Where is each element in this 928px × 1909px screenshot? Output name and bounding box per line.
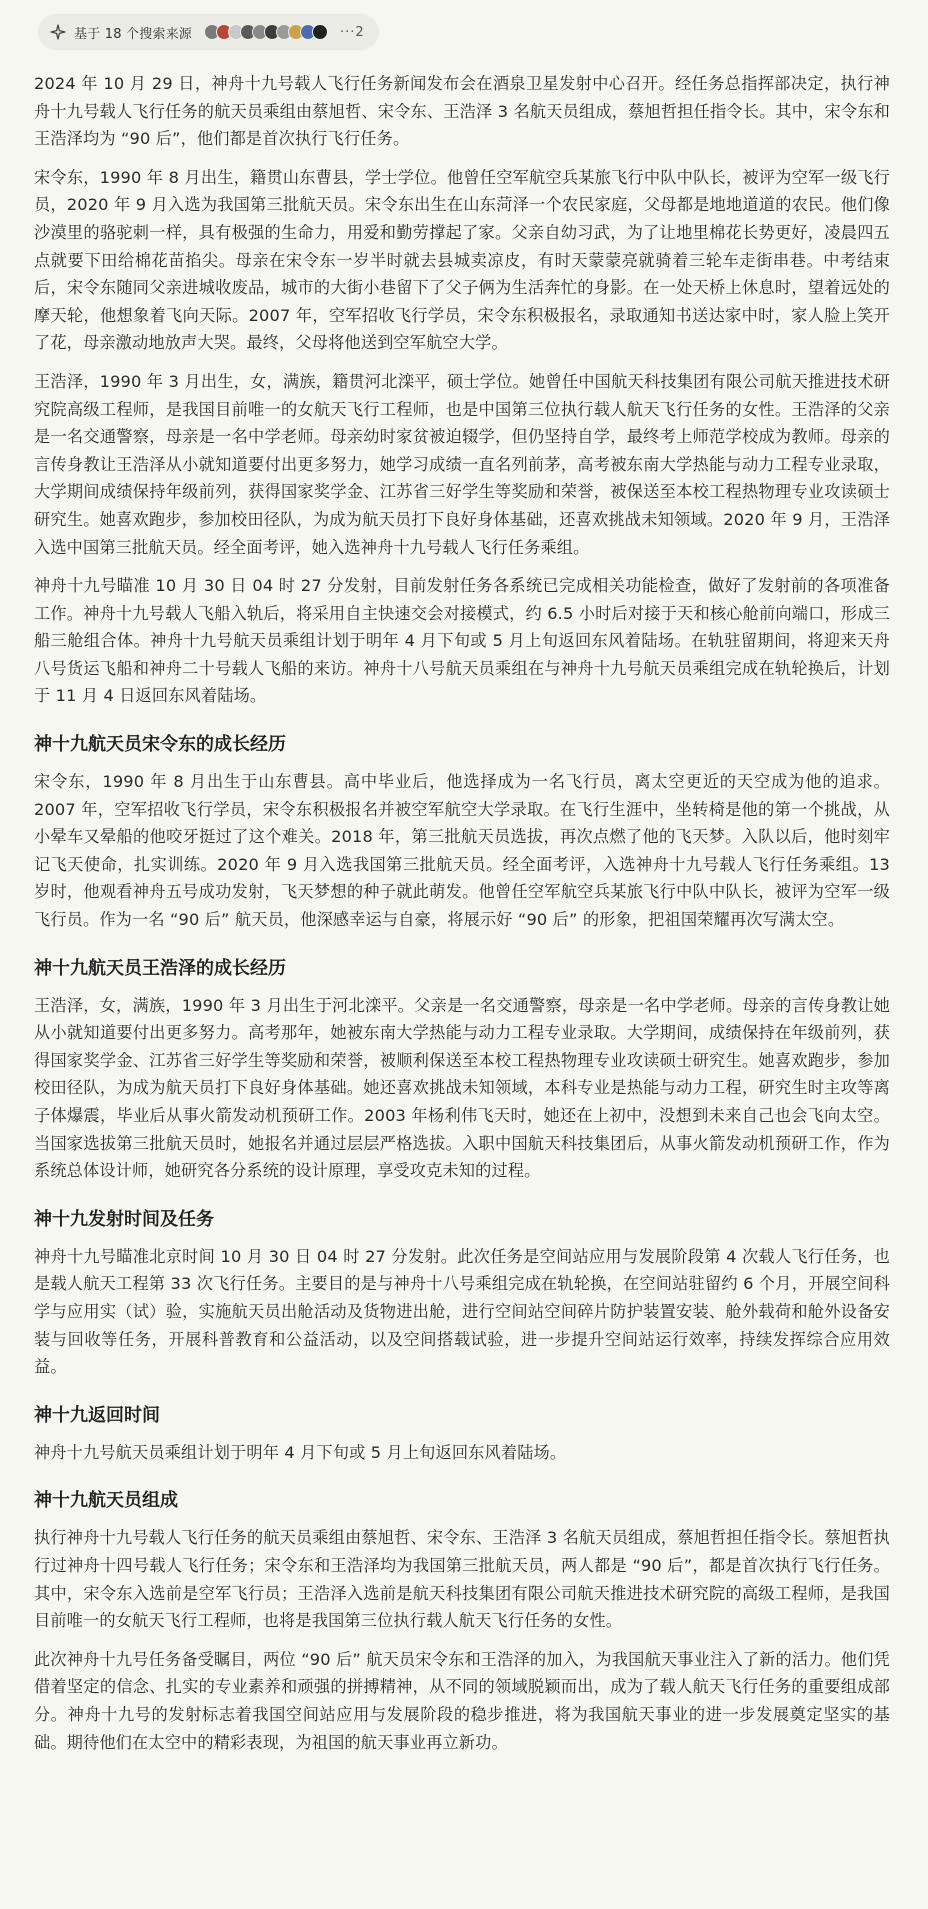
source-favicons	[204, 24, 328, 40]
sparkle-icon	[50, 24, 66, 40]
section-heading: 神十九发射时间及任务	[34, 1208, 214, 1230]
section-paragraph: 宋令东，1990 年 8 月出生于山东曹县。高中毕业后，他选择成为一名飞行员，离太空更近的天空成为他的追求。2007 年，空军招收飞行学员，宋令东积极报名并被空军航空大学录取。在飞行生涯中，坐转椅是他的第一个挑战，从小晕车又晕船的他咬牙挺过了这个难关。2018 年，第三批航天员选拔，再次点燃了他的飞天梦。入队以后，他时刻牢记飞天使命，扎实训练。2020 年 9 月入选我国第三批航天员。经全面考评，入选神舟十九号载人飞行任务乘组。13 岁时，他观看神舟五号成功发射，飞天梦想的种子就此萌发。他曾任空军航空兵某旅飞行中队中队长，被评为空军一级飞行员。作为一名 “90 后” 航天员，他深感幸运与自豪，将展示好 “90 后” 的形象，把祖国荣耀再次写满太空。	[34, 772, 890, 930]
section-heading: 神十九返回时间	[34, 1404, 160, 1426]
source-favicon-icon	[312, 24, 328, 40]
answer-content	[34, 70, 890, 1767]
section-heading: 神十九航天员宋令东的成长经历	[34, 734, 286, 756]
section-paragraph: 此次神舟十九号任务备受瞩目，两位 “90 后” 航天员宋令东和王浩泽的加入，为我国航天事业注入了新的活力。他们凭借着坚定的信念、扎实的专业素养和顽强的拼搏精神，从不同的领域脱颖而出，成为了载人航天飞行任务的重要组成部分。神舟十九号的发射标志着我国空间站应用与发展阶段的稳步推进，将为我国航天事业的进一步发展奠定坚实的基础。期待他们在太空中的精彩表现，为祖国的航天事业再立新功。	[34, 1649, 890, 1752]
section-paragraph: 神舟十九号航天员乘组计划于明年 4 月下旬或 5 月上旬返回东风着陆场。	[34, 1442, 567, 1462]
section-paragraph: 王浩泽，女，满族，1990 年 3 月出生于河北滦平。父亲是一名交通警察，母亲是一名中学老师。母亲的言传身教让她从小就知道要付出更多努力。高考那年，她被东南大学热能与动力工程专业录取。大学期间，成绩保持在年级前列，获得国家奖学金、江苏省三好学生等奖励和荣誉，被顺利保送至本校工程热物理专业攻读硕士研究生。她喜欢跑步，参加校田径队，为成为航天员打下良好身体基础。她还喜欢挑战未知领域，本科专业是热能与动力工程，研究生时主攻等离子体爆震，毕业后从事火箭发动机预研工作。2003 年杨利伟飞天时，她还在上初中，没想到未来自己也会飞向太空。当国家选拔第三批航天员时，她报名并通过层层严格选拔。入职中国航天科技集团后，从事火箭发动机预研工作，作为系统总体设计师，她研究各分系统的设计原理，享受攻克未知的过程。	[34, 995, 890, 1181]
section-paragraph: 神舟十九号瞄准北京时间 10 月 30 日 04 时 27 分发射。此次任务是空间站应用与发展阶段第 4 次载人飞行任务，也是载人航天工程第 33 次飞行任务。主要目的是与神舟十八号乘组完成在轨轮换，在空间站驻留约 6 个月，开展空间科学与应用实（试）验，实施航天员出舱活动及货物进出舱，进行空间站空间碎片防护装置安装、舱外载荷和舱外设备安装与回收等任务，开展科普教育和公益活动，以及空间搭载试验，进一步提升空间站运行效率，持续发挥综合应用效益。	[34, 1246, 890, 1377]
intro-paragraph: 神舟十九号瞄准 10 月 30 日 04 时 27 分发射，目前发射任务各系统已完成相关功能检查，做好了发射前的各项准备工作。神舟十九号载人飞船入轨后，将采用自主快速交会对接模式，约 6.5 小时后对接于天和核心舱前向端口，形成三船三舱组合体。神舟十九号航天员乘组计划于明年 4 月下旬或 5 月上旬返回东风着陆场。在轨驻留期间，将迎来天舟八号货运飞船和神舟二十号载人飞船的来访。神舟十八号航天员乘组在与神舟十九号航天员乘组完成在轨轮换后，计划于 11 月 4 日返回东风着陆场。	[34, 576, 890, 706]
intro-paragraph: 2024 年 10 月 29 日，神舟十九号载人飞行任务新闻发布会在酒泉卫星发射中心召开。经任务总指挥部决定，执行神舟十九号载人飞行任务的航天员乘组由蔡旭哲、宋令东、王浩泽 3 名航天员组成，蔡旭哲担任指令长。其中，宋令东和王浩泽均为 “90 后”，他们都是首次执行飞行任务。	[34, 74, 890, 149]
intro-paragraph: 宋令东，1990 年 8 月出生，籍贯山东曹县，学士学位。他曾任空军航空兵某旅飞行中队中队长，被评为空军一级飞行员，2020 年 9 月入选为我国第三批航天员。宋令东出生在山东菏泽一个农民家庭，父母都是地地道道的农民。他们像沙漠里的骆驼刺一样，具有极强的生命力，用爱和勤劳撑起了家。父亲自幼习武，为了让地里棉花长势更好，凌晨四五点就要下田给棉花苗掐尖。母亲在宋令东一岁半时就去县城卖凉皮，有时天蒙蒙亮就骑着三轮车走街串巷。中考结束后，宋令东随同父亲进城收废品，城市的大街小巷留下了父子俩为生活奔忙的身影。在一处天桥上休息时，望着远处的摩天轮，他想象着飞向天际。2007 年，空军招收飞行学员，宋令东积极报名，录取通知书送达家中时，家人脸上笑开了花，母亲激动地放声大哭。最终，父母将他送到空军航空大学。	[34, 167, 890, 353]
search-sources-button[interactable]	[38, 14, 379, 50]
section-heading: 神十九航天员组成	[34, 1490, 178, 1512]
sources-label: 基于 18 个搜索来源	[74, 26, 193, 42]
section-heading: 神十九航天员王浩泽的成长经历	[34, 957, 286, 979]
intro-paragraph: 王浩泽，1990 年 3 月出生，女，满族，籍贯河北滦平，硕士学位。她曾任中国航天科技集团有限公司航天推进技术研究院高级工程师，是我国目前唯一的女航天飞行工程师，也是中国第三位执行载人航天飞行任务的女性。王浩泽的父亲是一名交通警察，母亲是一名中学老师。母亲幼时家贫被迫辍学，但仍坚持自学，最终考上师范学校成为教师。母亲的言传身教让王浩泽从小就知道要付出更多努力，她学习成绩一直名列前茅，高考被东南大学热能与动力工程专业录取，大学期间成绩保持年级前列，获得国家奖学金、江苏省三好学生等奖励和荣誉，被保送至本校工程热物理专业攻读硕士研究生。她喜欢跑步，参加校田径队，为成为航天员打下良好身体基础，还喜欢挑战未知领域。2020 年 9 月，王浩泽入选中国第三批航天员。经全面考评，她入选神舟十九号载人飞行任务乘组。	[34, 371, 890, 557]
more-sources-indicator: ···2	[340, 24, 365, 40]
section-paragraph: 执行神舟十九号载人飞行任务的航天员乘组由蔡旭哲、宋令东、王浩泽 3 名航天员组成，蔡旭哲担任指令长。蔡旭哲执行过神舟十四号载人飞行任务；宋令东和王浩泽均为我国第三批航天员，两人都是 “90 后”，都是首次执行飞行任务。其中，宋令东入选前是空军飞行员；王浩泽入选前是航天科技集团有限公司航天推进技术研究院的高级工程师，是我国目前唯一的女航天飞行工程师，也将是我国第三位执行载人航天飞行任务的女性。	[34, 1528, 890, 1631]
